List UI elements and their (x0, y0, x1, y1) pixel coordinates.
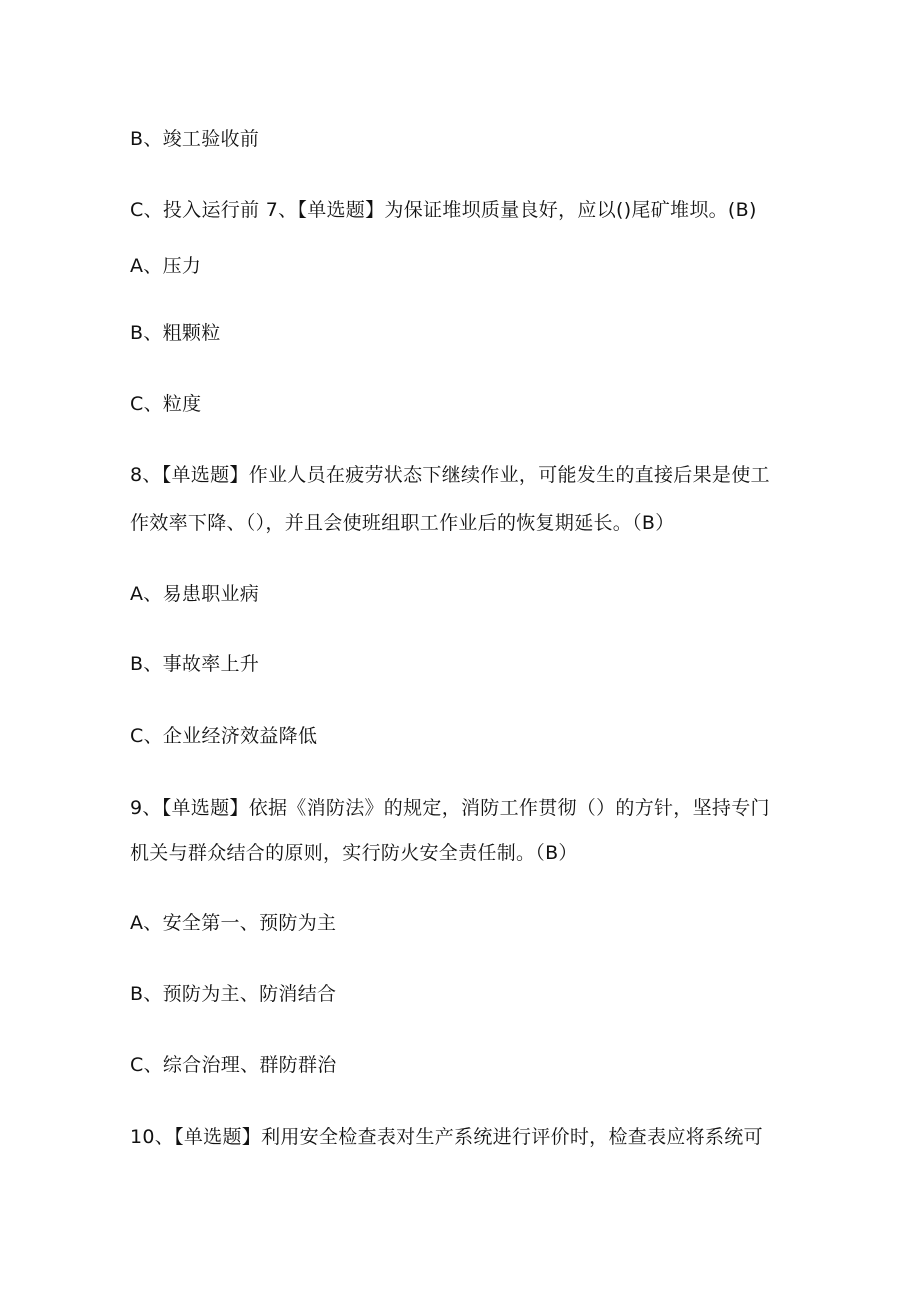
option-a-q9: A、安全第一、预防为主 (130, 912, 337, 934)
option-b-q6: B、竣工验收前 (130, 128, 260, 150)
option-c-q9: C、综合治理、群防群治 (130, 1054, 337, 1076)
option-b-q7: B、粗颗粒 (130, 322, 221, 344)
question-8-line-1: 8、【单选题】作业人员在疲劳状态下继续作业，可能发生的直接后果是使工 (130, 464, 770, 486)
option-b-q8: B、事故率上升 (130, 653, 260, 675)
question-9-line-1: 9、【单选题】依据《消防法》的规定，消防工作贯彻（）的方针，坚持专门 (130, 797, 770, 819)
option-b-q9: B、预防为主、防消结合 (130, 983, 337, 1005)
option-c-q6-and-question-7: C、投入运行前 7、【单选题】为保证堆坝质量良好，应以()尾矿堆坝。(B) (130, 199, 757, 221)
question-10-line-1: 10、【单选题】利用安全检查表对生产系统进行评价时，检查表应将系统可 (130, 1126, 763, 1148)
option-a-q8: A、易患职业病 (130, 583, 260, 605)
question-9-line-2: 机关与群众结合的原则，实行防火安全责任制。（B） (130, 842, 578, 864)
question-8-line-2: 作效率下降、（），并且会使班组职工作业后的恢复期延长。（B） (130, 512, 675, 534)
option-c-q8: C、企业经济效益降低 (130, 725, 318, 747)
option-c-q7: C、粒度 (130, 393, 202, 415)
option-a-q7: A、压力 (130, 255, 202, 277)
